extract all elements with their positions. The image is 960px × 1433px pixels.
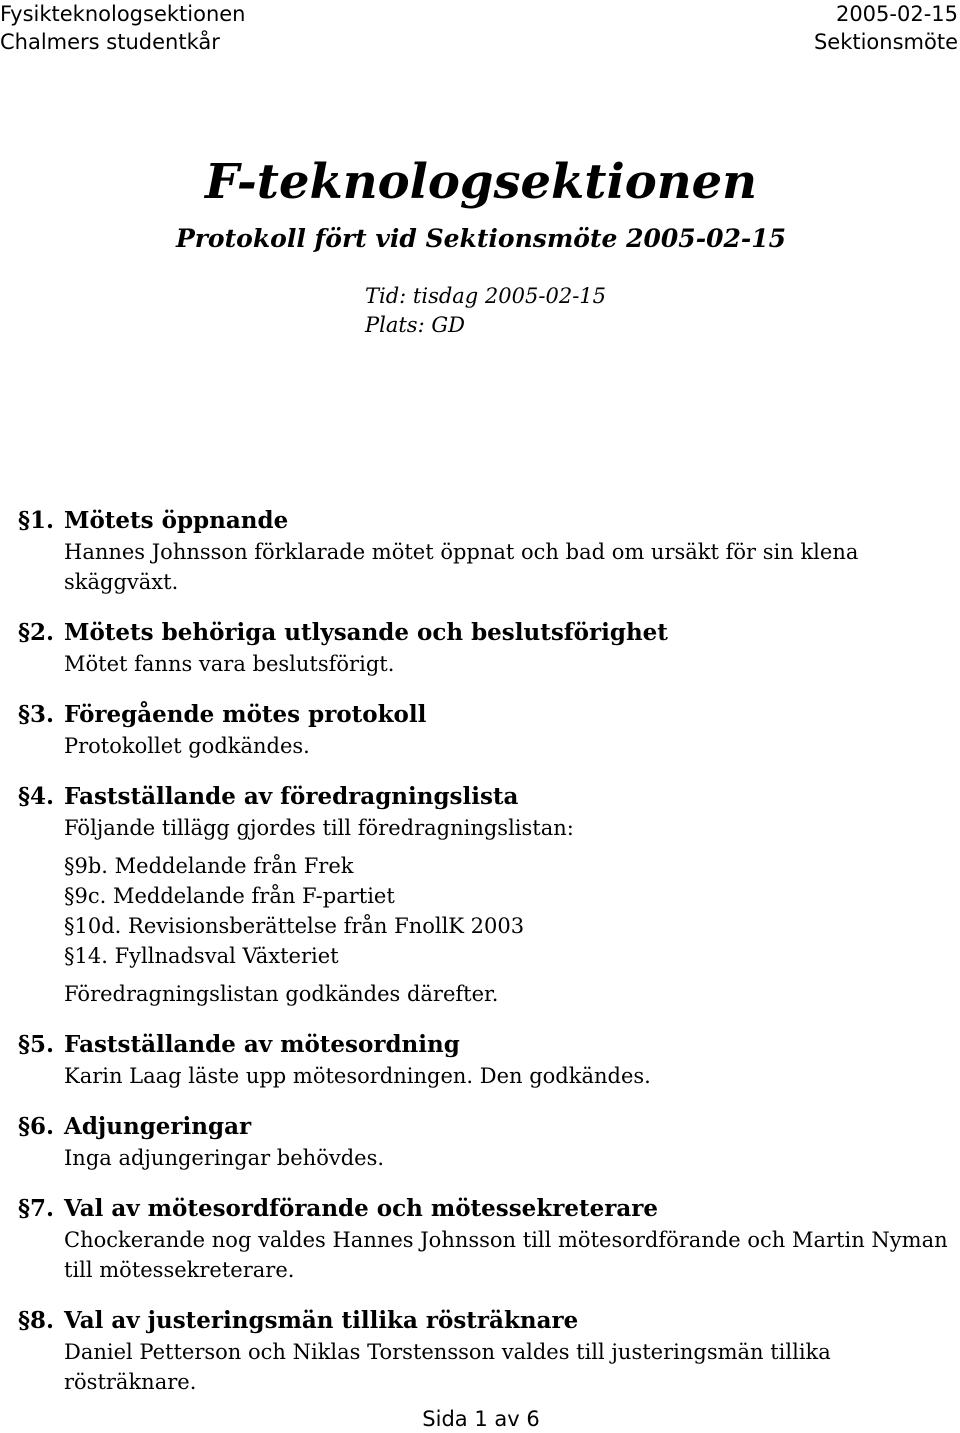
list-item: §14. Fyllnadsval Växteriet [64,944,339,968]
section-number: §5. [18,1031,55,1058]
section-heading [18,781,960,813]
meeting-meta [365,282,606,340]
section-number: §8. [18,1307,55,1334]
section-title: Adjungeringar [64,1113,252,1140]
section-6 [18,1111,960,1173]
meeting-type: Sektionsmöte [813,30,958,54]
list-item: §9c. Meddelande från F-partiet [64,884,395,908]
section-number: §6. [18,1113,55,1140]
section-heading [18,1111,960,1143]
meeting-place: Plats: GD [365,313,465,337]
section-body: Daniel Petterson och Niklas Torstensson valdes till justeringsmän tillika rösträknare. [64,1340,831,1394]
section-body [18,813,960,1009]
student-union: Chalmers studentkår [0,30,220,54]
section-title: Val av mötesordförande och mötessekreterare [64,1195,659,1222]
section-number: §3. [18,701,55,728]
section-heading [18,617,960,649]
sections-list [18,505,960,1417]
document-subtitle: Protokoll fört vid Sektionsmöte 2005-02-15 [175,224,787,253]
header-date: 2005-02-15 [835,2,958,26]
section-number: §4. [18,783,55,810]
section-body-after: Föredragningslistan godkändes därefter. [64,982,499,1006]
section-body-text: Följande tillägg gjordes till föredragningslistan: [64,816,574,840]
section-heading [18,699,960,731]
section-title: Mötets öppnande [64,507,289,534]
section-number: §7. [18,1195,55,1222]
page-number: Sida 1 av 6 [422,1407,540,1431]
section-title: Mötets behöriga utlysande och beslutsförighet [64,619,668,646]
section-heading [18,505,960,537]
meeting-time: Tid: tisdag 2005-02-15 [365,284,607,308]
section-title: Val av justeringsmän tillika rösträknare [64,1307,579,1334]
list-item: §10d. Revisionsberättelse från FnollK 2003 [64,914,525,938]
section-heading [18,1305,960,1337]
organization-name: Fysikteknologsektionen [0,2,246,26]
section-5 [18,1029,960,1091]
document-title: F-teknologsektionen [204,154,758,210]
section-number: §1. [18,507,55,534]
section-body: Mötet fanns vara beslutsförigt. [64,652,395,676]
section-body: Inga adjungeringar behövdes. [64,1146,385,1170]
section-number: §2. [18,619,55,646]
section-1 [18,505,960,597]
section-body: Protokollet godkändes. [64,734,310,758]
section-body: Hannes Johnsson förklarade mötet öppnat och bad om ursäkt för sin klena skäggväxt. [64,540,859,594]
header-right [814,0,958,56]
section-8 [18,1305,960,1397]
section-heading [18,1029,960,1061]
section-heading [18,1193,960,1225]
header-left [0,0,245,56]
section-title: Fastställande av mötesordning [64,1031,460,1058]
section-title: Föregående mötes protokoll [64,701,427,728]
section-title: Fastställande av föredragningslista [64,783,519,810]
section-3 [18,699,960,761]
section-4 [18,781,960,1009]
section-body: Karin Laag läste upp mötesordningen. Den godkändes. [64,1064,651,1088]
section-2 [18,617,960,679]
section-body: Chockerande nog valdes Hannes Johnsson till mötesordförande och Martin Nyman till mötessekreterare. [64,1228,948,1282]
list-item: §9b. Meddelande från Frek [64,854,354,878]
agenda-additions [64,851,960,971]
section-7 [18,1193,960,1285]
